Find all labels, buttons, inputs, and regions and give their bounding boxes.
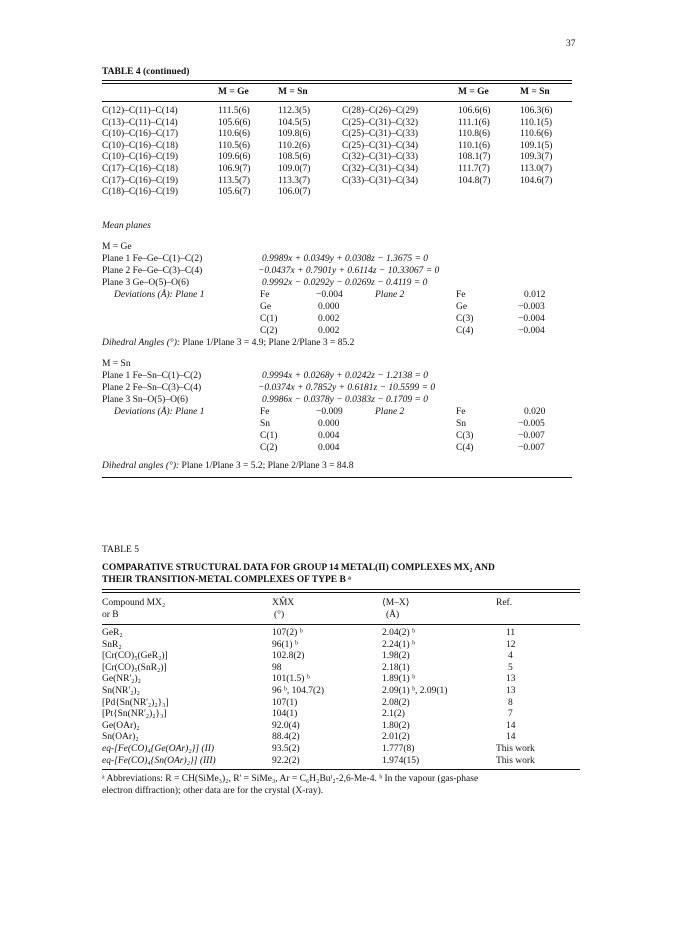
ge-dihedral-text: Plane 1/Plane 3 = 4.9; Plane 2/Plane 3 = 85.2 [182, 338, 355, 348]
sn-dev1-value: −0.009 [316, 407, 343, 417]
sn-block-label: M = Sn [102, 359, 131, 369]
sn-plane1-equation: 0.9994x + 0.0268y + 0.0242z − 1.2138 = 0 [262, 371, 429, 381]
compound-cell: [Pd{Sn(NR'₂)₂}₃] [102, 697, 169, 708]
table-row [102, 674, 580, 686]
sn-value-2: 109.3(7) [520, 152, 553, 163]
ref-cell: 5 [508, 662, 513, 673]
distance-cell: 2.08(2) [382, 697, 410, 708]
distance-cell: 2.18(1) [382, 662, 410, 673]
sn-value: 109.0(7) [278, 163, 311, 174]
ge-value: 109.6(6) [218, 152, 251, 163]
ge-plane1-equation: 0.9989x + 0.0349y + 0.0308z − 1.3675 = 0 [262, 254, 429, 264]
compound-cell: [Cr(CO)₅(SnR₂)] [102, 662, 167, 673]
ge-dev2-value: 0.012 [524, 290, 546, 300]
table5-header-ref: Ref. [496, 598, 513, 608]
sn-value: 108.5(6) [278, 152, 311, 163]
angle-cell: 98 [272, 662, 282, 673]
table5-caption-line1: COMPARATIVE STRUCTURAL DATA FOR GROUP 14 METAL(II) COMPLEXES MX₂ AND [102, 563, 495, 573]
table4-header-left-ge: M = Ge [218, 87, 249, 97]
table-row [102, 686, 580, 698]
table-row [102, 164, 572, 176]
sn-dev1-value: 0.004 [318, 431, 340, 441]
ge-value: 113.5(7) [218, 175, 251, 186]
angle-label-2: C(33)–C(31)–C(34) [342, 175, 418, 186]
angle-cell: 102.8(2) [272, 651, 305, 662]
ref-cell: This work [496, 743, 535, 754]
angle-cell: 96(1) ᵇ [272, 639, 298, 650]
sn-plane3-name: Plane 3 Sn–O(5)–O(6) [102, 395, 189, 405]
ge-dev2-atom: Fe [456, 290, 466, 300]
sn-dev2-atom: C(4) [456, 443, 474, 453]
angle-cell: 88.4(2) [272, 732, 300, 743]
sn-value-2: 106.3(6) [520, 106, 553, 116]
angle-cell: 96 ᵇ, 104.7(2) [272, 685, 325, 696]
sn-value-2: 113.0(7) [520, 163, 553, 174]
distance-cell: 1.974(15) [382, 755, 420, 766]
angle-label: C(10)–C(16)–C(19) [102, 152, 178, 163]
compound-cell: Ge(OAr)₂ [102, 720, 140, 731]
sn-dihedral-text: Plane 1/Plane 3 = 5.2; Plane 2/Plane 3 = 84.8 [181, 461, 354, 471]
compound-cell: Ge(NR'₂)₂ [102, 674, 141, 685]
ref-cell: 7 [508, 709, 513, 720]
ge-dev1-value: −0.004 [316, 290, 343, 300]
sn-value-2: 110.6(6) [520, 129, 553, 140]
sn-dev2-atom: Sn [456, 419, 467, 429]
sn-dev2-value: 0.020 [524, 407, 546, 417]
ge-plane2-label: Plane 2 [375, 290, 405, 300]
sn-value: 104.5(5) [278, 117, 311, 128]
table-row [102, 744, 580, 756]
compound-cell: [Pt{Sn(NR'₂)₂}₃] [102, 709, 167, 720]
table-row [102, 141, 572, 153]
ge-dev2-value: −0.004 [518, 326, 545, 336]
table-row [102, 721, 580, 733]
table5-bottom-rule [102, 769, 580, 770]
sn-value-2: 110.1(5) [520, 117, 553, 128]
ge-block-label: M = Ge [102, 242, 132, 252]
table-row [102, 628, 580, 640]
table4-header-right-ge: M = Ge [458, 87, 489, 97]
sn-deviations-label: Deviations (Å): Plane 1 [114, 407, 205, 417]
ref-cell: 13 [506, 685, 516, 696]
distance-cell: 2.1(2) [382, 709, 405, 720]
angle-label-2: C(25)–C(31)–C(33) [342, 129, 418, 140]
table5-header-angle1: XM̂X [272, 598, 295, 608]
ge-dev1-atom: Fe [260, 290, 270, 300]
sn-dihedral-label: Dihedral angles (°): [102, 461, 180, 471]
ge-dev1-atom: Ge [260, 302, 272, 312]
angle-label: C(10)–C(16)–C(18) [102, 140, 178, 151]
ge-dihedral-label: Dihedral Angles (°): [102, 338, 181, 348]
table5-header-compound2: or B [102, 610, 119, 620]
sn-value-2: 104.6(7) [520, 175, 553, 186]
sn-value: 110.2(6) [278, 140, 311, 151]
table4-title: TABLE 4 (continued) [102, 67, 190, 77]
angle-label-2: C(25)–C(31)–C(34) [342, 140, 418, 151]
table4-header-right-sn: M = Sn [520, 87, 550, 97]
sn-plane1-name: Plane 1 Fe–Sn–C(1)–C(2) [102, 371, 202, 381]
angle-label-2: C(25)–C(31)–C(32) [342, 117, 418, 128]
sn-dev1-atom: Fe [260, 407, 270, 417]
table4-header-rule [102, 101, 572, 102]
distance-cell: 1.89(1) ᵇ [382, 674, 416, 685]
table-row [102, 640, 580, 652]
angle-cell: 104(1) [272, 709, 298, 720]
ge-value-2: 108.1(7) [458, 152, 491, 163]
ge-dev1-value: 0.002 [318, 326, 340, 336]
ref-cell: This work [496, 755, 535, 766]
sn-value: 106.0(7) [278, 187, 311, 198]
angle-cell: 92.2(2) [272, 755, 300, 766]
table4-angle-rows [102, 106, 572, 199]
mean-planes-heading: Mean planes [102, 221, 151, 231]
angle-cell: 107(2) ᵇ [272, 628, 303, 638]
ge-plane2-name: Plane 2 Fe–Ge–C(3)–C(4) [102, 266, 203, 276]
angle-cell: 93.5(2) [272, 743, 300, 754]
table-row [102, 152, 572, 164]
ge-dev2-value: −0.004 [518, 314, 545, 324]
angle-label-2: C(28)–C(26)–C(29) [342, 106, 418, 116]
table4-header-left-sn: M = Sn [278, 87, 308, 97]
ref-cell: 11 [506, 628, 516, 638]
distance-cell: 2.24(1) ᵇ [382, 639, 416, 650]
ge-value: 106.9(7) [218, 163, 251, 174]
ge-value-2: 110.8(6) [458, 129, 491, 140]
sn-plane2-equation: −0.0374x + 0.7852y + 0.6181z − 10.5599 = 0 [258, 383, 436, 393]
distance-cell: 1.80(2) [382, 720, 410, 731]
table5-title: TABLE 5 [102, 545, 139, 555]
table5-footnote-line1: ᵃ Abbreviations: R = CH(SiMe₃)₂, R' = SiMe₃, Ar = C₆H₂Buᵗ₂-2,6-Me-4. ᵇ In the vapour (gas-phase [102, 774, 479, 784]
sn-plane3-equation: 0.9986x − 0.0378y − 0.0383z − 0.1709 = 0 [262, 395, 429, 405]
compound-cell: SnR₂ [102, 639, 122, 650]
ge-dev1-atom: C(2) [260, 326, 278, 336]
ge-dev2-value: −0.003 [518, 302, 545, 312]
distance-cell: 2.04(2) ᵇ [382, 628, 416, 638]
ge-value-2: 110.1(6) [458, 140, 491, 151]
sn-dev1-value: 0.000 [318, 419, 340, 429]
compound-cell: GeR₂ [102, 628, 123, 638]
sn-dev1-atom: Sn [260, 419, 271, 429]
distance-cell: 1.777(8) [382, 743, 415, 754]
sn-value-2: 109.1(5) [520, 140, 553, 151]
table-row [102, 651, 580, 663]
ref-cell: 4 [508, 651, 513, 662]
page-number: 37 [566, 39, 576, 49]
sn-dev2-value: −0.007 [518, 443, 545, 453]
ref-cell: 12 [506, 639, 516, 650]
sn-plane2-label: Plane 2 [375, 407, 405, 417]
table-row [102, 663, 580, 675]
sn-dev1-value: 0.004 [318, 443, 340, 453]
sn-dev1-atom: C(1) [260, 431, 278, 441]
table-row [102, 118, 572, 130]
sn-dev2-value: −0.007 [518, 431, 545, 441]
angle-cell: 92.0(4) [272, 720, 300, 731]
table5-top-rule [102, 589, 580, 593]
ge-dihedral [102, 337, 354, 349]
table5-header-rule [102, 624, 580, 625]
angle-cell: 107(1) [272, 697, 298, 708]
sn-dev2-value: −0.005 [518, 419, 545, 429]
distance-cell: 2.01(2) [382, 732, 410, 743]
ref-cell: 13 [506, 674, 516, 685]
compound-cell: Sn(NR'₂)₂ [102, 685, 140, 696]
table-row [102, 129, 572, 141]
sn-value: 112.3(5) [278, 106, 311, 116]
ref-cell: 14 [506, 720, 516, 731]
ge-deviations-label: Deviations (Å): Plane 1 [114, 290, 205, 300]
table5-caption-line2: THEIR TRANSITION-METAL COMPLEXES OF TYPE B ᵃ [102, 575, 351, 585]
ge-value-2: 111.1(6) [458, 117, 490, 128]
table-row [102, 732, 580, 744]
distance-cell: 1.98(2) [382, 651, 410, 662]
sn-dev1-atom: C(2) [260, 443, 278, 453]
table-row [102, 709, 580, 721]
compound-cell: eq-[Fe(CO)₄{Ge(OAr)₂}] (II) [102, 743, 215, 754]
ref-cell: 8 [508, 697, 513, 708]
ge-dev2-atom: C(4) [456, 326, 474, 336]
table5-footnote-line2: electron diffraction); other data are for the crystal (X-ray). [102, 786, 324, 796]
angle-label: C(18)–C(16)–C(19) [102, 187, 178, 198]
angle-label-2: C(32)–C(31)–C(34) [342, 163, 418, 174]
table-row [102, 756, 580, 768]
compound-cell: Sn(OAr)₂ [102, 732, 139, 743]
ge-plane1-name: Plane 1 Fe–Ge–C(1)–C(2) [102, 254, 203, 264]
table-row [102, 176, 572, 188]
ge-plane3-name: Plane 3 Ge–O(5)–O(6) [102, 278, 190, 288]
angle-label: C(17)–C(16)–C(19) [102, 175, 178, 186]
table-row [102, 698, 580, 710]
table5-header-dist1: ⟨M–X⟩ [382, 598, 410, 608]
table-row [102, 106, 572, 118]
ge-value: 105.6(7) [218, 187, 251, 198]
ge-value: 110.5(6) [218, 140, 251, 151]
sn-dihedral [102, 460, 353, 472]
table5-header-dist2: (Å) [386, 610, 400, 620]
ge-value: 105.6(6) [218, 117, 251, 128]
ref-cell: 14 [506, 732, 516, 743]
ge-value-2: 104.8(7) [458, 175, 491, 186]
compound-cell: [Cr(CO)₅(GeR₂)] [102, 651, 168, 662]
ge-dev1-atom: C(1) [260, 314, 278, 324]
ge-value-2: 106.6(6) [458, 106, 491, 116]
ge-dev1-value: 0.000 [318, 302, 340, 312]
angle-label: C(12)–C(11)–C(14) [102, 106, 178, 116]
compound-cell: eq-[Fe(CO)₄{Sn(OAr)₂}] (III) [102, 755, 216, 766]
ge-dev2-atom: C(3) [456, 314, 474, 324]
sn-plane2-name: Plane 2 Fe–Sn–C(3)–C(4) [102, 383, 202, 393]
sn-dev2-atom: C(3) [456, 431, 474, 441]
angle-label: C(13)–C(11)–C(14) [102, 117, 178, 128]
ge-value: 111.5(6) [218, 106, 250, 116]
angle-cell: 101(1.5) ᵇ [272, 674, 310, 685]
sn-value: 109.8(6) [278, 129, 311, 140]
sn-value: 113.3(7) [278, 175, 311, 186]
ge-value-2: 111.7(7) [458, 163, 490, 174]
ge-plane3-equation: 0.9992x − 0.0292y − 0.0269z − 0.4119 = 0 [262, 278, 428, 288]
table4-top-rule [102, 80, 572, 84]
ge-dev2-atom: Ge [456, 302, 468, 312]
ge-plane2-equation: −0.0437x + 0.7901y + 0.6114z − 10.33067 = 0 [258, 266, 440, 276]
table5-rows [102, 628, 580, 767]
table5-header-angle2: (°) [274, 610, 285, 620]
table5-header-compound1: Compound MX₂ [102, 598, 166, 608]
ge-value: 110.6(6) [218, 129, 251, 140]
angle-label-2: C(32)–C(31)–C(33) [342, 152, 418, 163]
table4-bottom-rule [102, 477, 572, 478]
angle-label: C(17)–C(16)–C(18) [102, 163, 178, 174]
sn-dev2-atom: Fe [456, 407, 466, 417]
distance-cell: 2.09(1) ᵇ, 2.09(1) [382, 685, 448, 696]
angle-label: C(10)–C(16)–C(17) [102, 129, 178, 140]
ge-dev1-value: 0.002 [318, 314, 340, 324]
table-row [102, 187, 572, 199]
